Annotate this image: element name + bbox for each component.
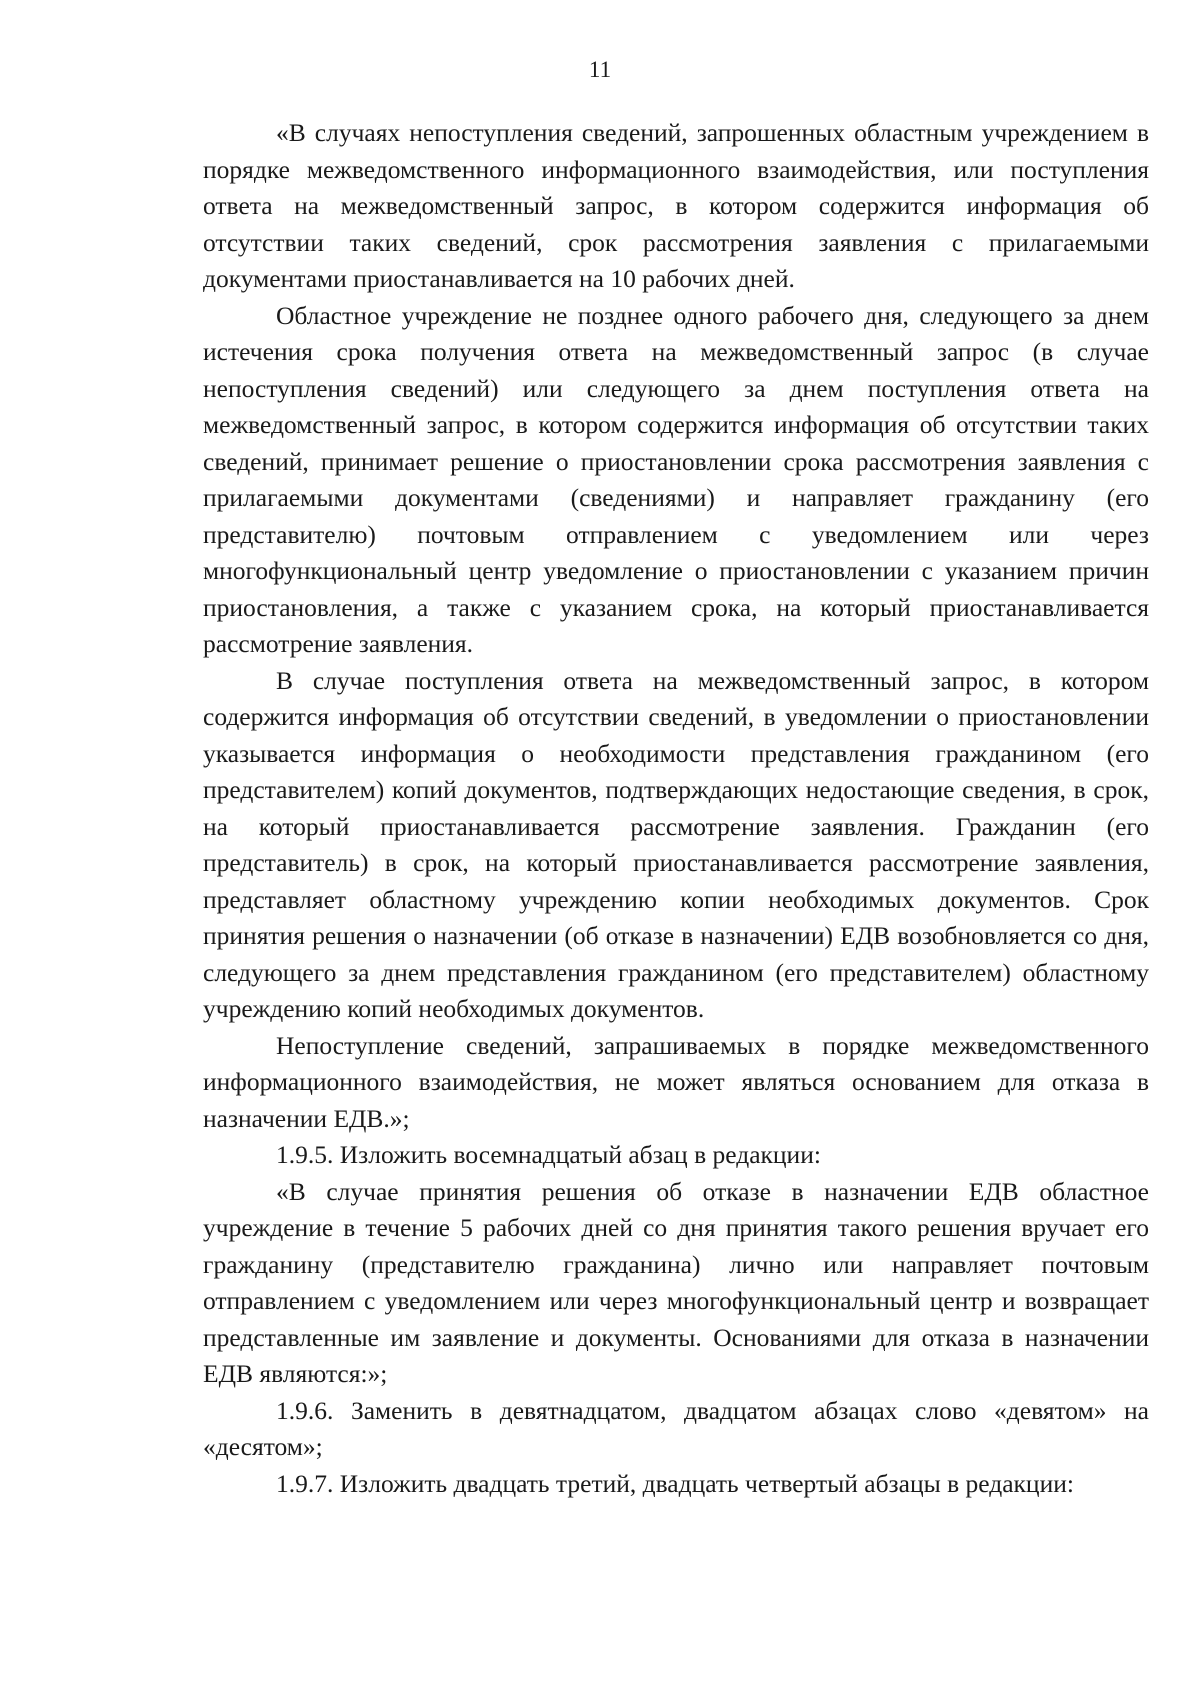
paragraph-missing-information: В случае поступления ответа на межведомственный запрос, в котором содержится информация об отсутствии сведений, в уведомлении о приостановлении указывается информация о необходимости представления гражданином (его представителем) копий документов, подтверждающих недостающие сведения, в срок, на который приостанавливается рассмотрение заявления. Гражданин (его представитель) в срок, на который приостанавливается рассмотрение заявления, представляет областному учреждению копии необходимых документов. Срок принятия решения о назначении (об отказе в назначении) ЕДВ возобновляется со дня, следующего за днем представления гражданином (его представителем) областному учреждению копий необходимых документов. bbox=[203, 665, 1149, 1023]
paragraph-non-receipt: Непоступление сведений, запрашиваемых в порядке межведомственного информационного взаимодействия, не может являться основанием для отказа в назначении ЕДВ.»; bbox=[203, 1030, 1149, 1133]
paragraph-refusal-decision: «В случае принятия решения об отказе в назначении ЕДВ областное учреждение в течение 5 рабочих дней со дня принятия такого решения вручает его гражданину (представителю гражданина) лично или направляет почтовым отправлением с уведомлением или через многофункциональный центр и возвращает представленные им заявление и документы. Основаниями для отказа в назначении ЕДВ являются:»; bbox=[203, 1176, 1149, 1388]
paragraph-item-1-9-7: 1.9.7. Изложить двадцать третий, двадцать четвертый абзацы в редакции: bbox=[276, 1468, 1074, 1498]
page-number: 11 bbox=[588, 57, 612, 82]
paragraph-suspension-decision: Областное учреждение не позднее одного рабочего дня, следующего за днем истечения срока получения ответа на межведомственный запрос (в случае непоступления сведений) или следующего за днем поступления ответа на межведомственный запрос, в котором содержится информация об отсутствии таких сведений, принимает решение о приостановлении срока рассмотрения заявления с прилагаемыми документами (сведениями) и направляет гражданину (его представителю) почтовым отправлением с уведомлением или через многофункциональный центр уведомление о приостановлении с указанием причин приостановления, а также с указанием срока, на который приостанавливается рассмотрение заявления. bbox=[203, 300, 1149, 658]
paragraph-suspension-term: «В случаях непоступления сведений, запрошенных областным учреждением в порядке межведомственного информационного взаимодействия, или поступления ответа на межведомственный запрос, в котором содержится информация об отсутствии таких сведений, срок рассмотрения заявления с прилагаемыми документами приостанавливается на 10 рабочих дней. bbox=[203, 118, 1149, 293]
paragraph-item-1-9-5: 1.9.5. Изложить восемнадцатый абзац в редакции: bbox=[276, 1140, 821, 1169]
document-body bbox=[203, 115, 1149, 1502]
paragraph-item-1-9-6: 1.9.6. Заменить в девятнадцатом, двадцатом абзацах слово «девятом» на «десятом»; bbox=[203, 1395, 1149, 1461]
